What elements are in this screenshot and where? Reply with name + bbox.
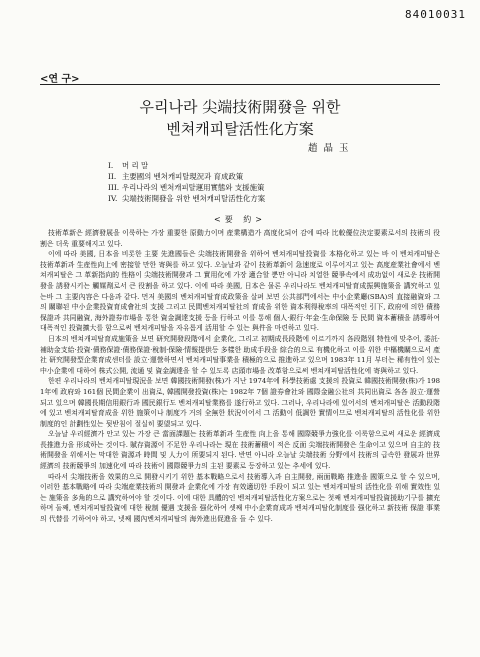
toc-item — [108, 182, 265, 193]
abstract-body — [40, 228, 440, 525]
title-line-1: 우리나라 尖端技術開發을 위한 — [139, 98, 341, 116]
body-paragraph: 한편 우리나라의 벤쳐캐피탈現況을 보면 韓國技術開發(株)가 지난 1974年에 科學技術處 支援의 投資로 韓國技術開發(株)가 1981年에 政府와 161個 民間企業이 出資로, 韓國開發投資(株)는 1982年 7個 證券會社와 國際金融公社의 共同出資로 各各 設立·運營되고 있으며 韓國長期信用銀行과 國民銀行도 벤쳐캐피탈業務를 遂行하고 있다. 그러나, 우리나라에 있어서의 벤쳐캐피탈은 活動段階에 있고 벤쳐캐피탈育成을 위한 施策이나 制度가 거의 全無한 狀況이어서 그 活動이 低調한 實情이므로 벤쳐캐피탈의 活性化를 위한 制度的인 計劃性있는 뒷받침이 절실히 要望되고 있다. — [40, 377, 440, 428]
toc-number: I. — [108, 161, 114, 170]
top-rule — [40, 84, 440, 85]
toc-item — [108, 193, 265, 204]
toc-number: III. — [108, 183, 120, 192]
document-id: 84010031 — [405, 8, 466, 21]
body-paragraph: 日本의 벤쳐캐피탈育成施策을 보면 研究開發段階에서 企業化, 그리고 初期成長段階에 이르기까지 各段階別 特性에 맞추어, 委託·補助金支給·投資·債務保證·債務保證·稅制·保險·情報提供등 多樣한 助成手段을 綜合的으로 有機化하고 이를 위한 中樞機關으로서 產社 研究開發型企業育成센터를 設立·運營하면서 벤쳐캐피탈事業을 積極的으로 推進하고 있으며 1983年 11月 부터는 稀有性이 있는 中小企業에 대하여 株式公開, 流通 및 資金調達을 할 수 있도록 店頭市場을 改革함으로써 벤쳐캐피탈活性化에 寄與하고 있다. — [40, 334, 440, 375]
toc-text: 主要國의 벤쳐캐피탈現況과 育成政策 — [122, 172, 244, 181]
toc-item — [108, 171, 265, 182]
section-label: <연 구> — [40, 74, 80, 85]
table-of-contents — [108, 160, 265, 204]
author-name: 趙晶玉 — [308, 143, 355, 154]
toc-text: 머 리 말 — [122, 161, 149, 170]
title-line-2: 벤쳐캐피탈活性化方案 — [166, 120, 314, 138]
toc-number: II. — [108, 172, 117, 181]
body-paragraph: 오늘날 우리經濟가 안고 있는 가장 큰 當面課題는 技術革新과 生産性 向上을 통해 國際競爭力強化를 이룩함으로써 새로운 經濟成長推進力을 形成하는 것이다. 賦存資源이 不足한 우리나라는 現在 技術蓄積이 적은 反面 尖端技術開發은 生命이고 있으며 自主的 技術開發을 위해서는 막대한 資源과 時間 및 人力이 所要되지 된다. 반면 아니라 오늘날 尖端技術 分野에서 技術의 급속한 發展과 世界經濟의 技術競爭의 加速化에 따라 技術이 國際競爭力의 主된 要素로 등장하고 있는 추세에 있다. — [40, 430, 440, 471]
toc-number: IV. — [108, 194, 118, 203]
toc-text: 尖端技術開發을 위한 벤쳐캐피탈活性化方案 — [122, 194, 266, 203]
article-title — [0, 96, 480, 140]
abstract-heading: <要 約> — [214, 215, 266, 224]
toc-text: 우리나라의 벤쳐캐피탈運用實態와 支援施策 — [122, 183, 265, 192]
body-paragraph: 이에 따라 美國, 日本을 비롯한 主要 先進國들은 尖端技術開發을 위하여 벤쳐캐피탈投資를 本格化하고 있는 바 이 벤쳐캐피탈은 技術革新과 生産性向上에 密接할 만한 寄與를 하고 있다. 오늘날과 같이 技術革新이 急速度로 이루어지고 있는 高度産業社會에서 벤쳐캐피탈은 그 革新指向的 性格이 尖端技術開發과 그 實用化에 가장 適合할 뿐만 아니라 치열한 競爭속에서 成功없이 새로운 技術開發을 誘發시키는 觸媒劑로서 큰 役割을 하고 있다. 이에 따라 美國, 日本은 물론 우리나라도 벤쳐캐피탈育成振興施策을 講究하고 있는바 그 主要內容은 다음과 같다. 먼저 美國의 벤쳐캐피탈育成政策을 살펴 보면 公共部門에서는 中小企業廳(SBA)의 直接融資와 그의 關聯된 中小企業投資育成會社의 支援 그리고 民間벤쳐캐피탈社의 育成을 위한 資本利得稅率의 대폭적인 引下, 政府에 의한 債務保證과 共同融資, 海外證券市場을 통한 資金調達支援 등을 行하고 이를 통해 個人·銀行·年金·生命保險 등 民間 資本蓄積을 誘導하여 대폭적인 投資擴大를 함으로써 벤쳐캐피탈을 자유롭게 活用할 수 있는 與件을 마련하고 있다. — [40, 250, 440, 333]
toc-item — [108, 160, 265, 171]
body-paragraph: 技術革新은 經濟發展을 이룩하는 가장 重要한 原動力이며 産業構造가 高度化되어 감에 따라 比較優位決定要素로서의 技術의 役割은 더욱 重要해지고 있다. — [40, 229, 440, 248]
body-paragraph: 따라서 尖端技術을 效果的으로 開發시키기 위한 基本戰略으로서 技術導入과 自主開發, 兩面戰略 推進을 國策으로 할 수 있으며, 이러한 基本戰略에 따라 尖端産業技術의 開發과 企業化에 가장 有效適切한 手段이 되고 있는 벤쳐캐피탈의 活性化를 위해 實效性 있는 施策을 多角的으로 講究하여야 할 것이다. 이에 대한 具體的인 벤쳐캐피탈活性化方案으로는 첫째 벤쳐캐피탈投資援助기구를 擴充하며 둘째, 벤쳐캐피탈投資에 대한 稅制 優遇 支援을 强化하여 셋째 中小企業育成과 벤쳐캐피탈化制度를 强化하고 新技術 保證 事業의 代替를 기하여야 하고, 넷째 國內벤쳐캐피탈의 海外進出促進을 들 수 있다. — [40, 472, 440, 524]
